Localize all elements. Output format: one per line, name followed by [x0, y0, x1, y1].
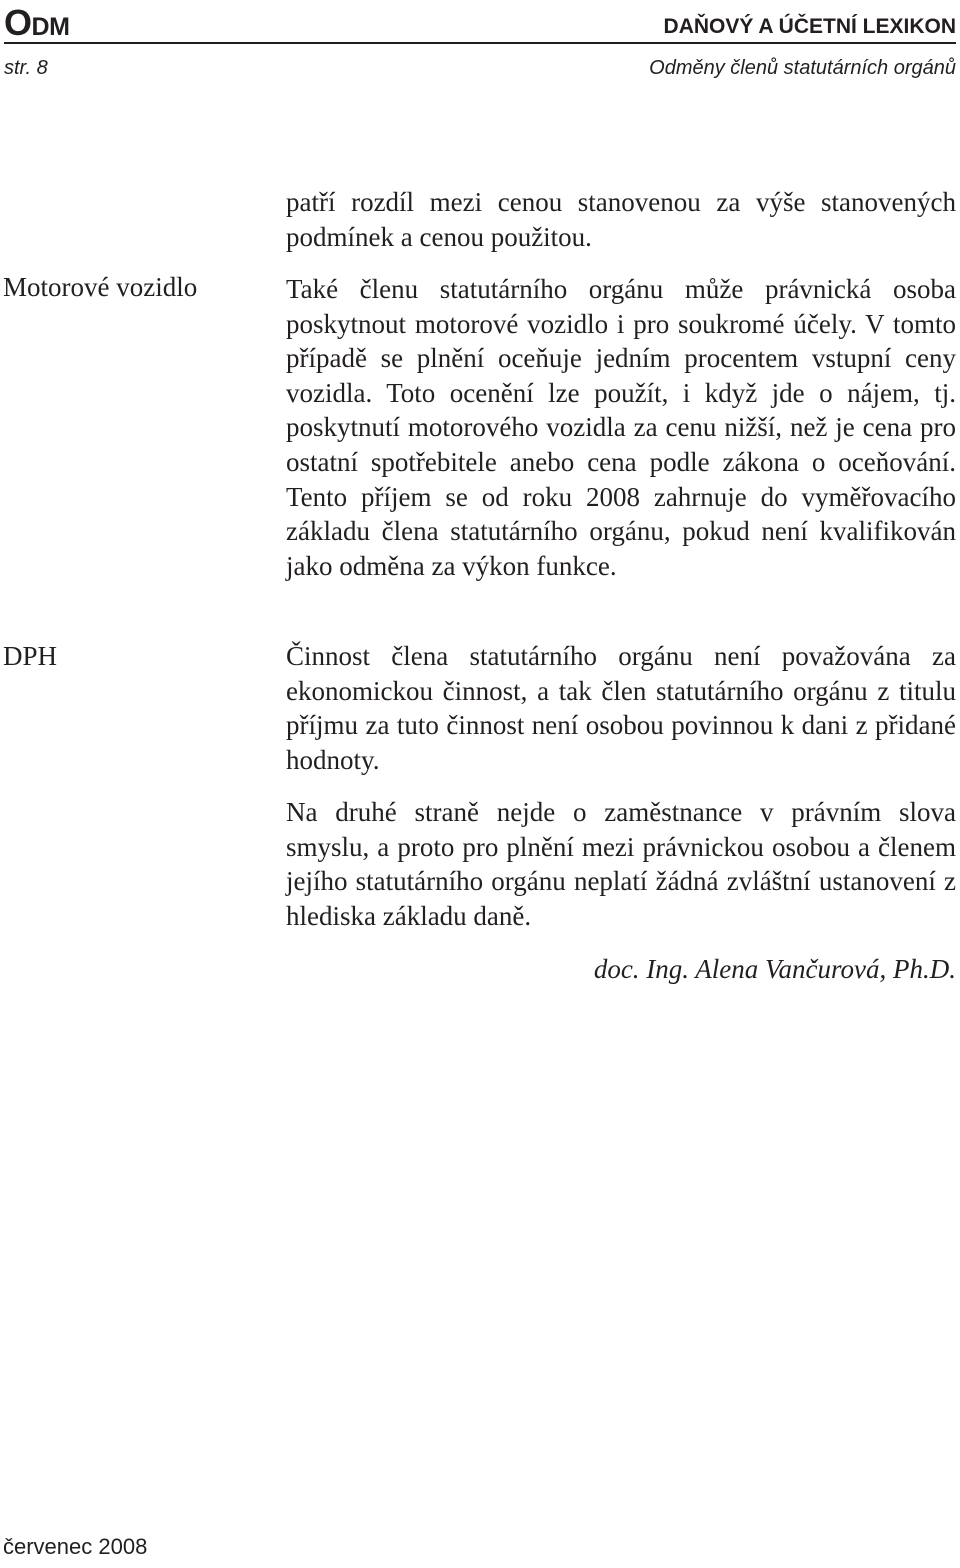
section-title: Odměny členů statutárních orgánů — [649, 57, 956, 79]
footer-date: červenec 2008 — [3, 1534, 148, 1559]
page-header — [4, 4, 956, 44]
margin-heading-vat: DPH — [3, 641, 58, 671]
margin-heading-motor-vehicle: Motorové vozidlo — [3, 272, 198, 302]
publication-title: DAŇOVÝ A ÚČETNÍ LEXIKON — [663, 15, 956, 38]
paragraph-vat-activity: Činnost člena statutárního orgánu není považována za ekonomickou činnost, a tak člen statutárního orgánu z titulu příjmu za tuto činnost není osobou povinnou k dani z přidané hodnoty. — [286, 641, 956, 775]
page-number: str. 8 — [4, 57, 48, 79]
paragraph-continuation: patří rozdíl mezi cenou stanovenou za výše stanovených podmínek a cenou použitou. — [286, 187, 956, 252]
publication-logo — [4, 2, 70, 44]
logo-initial: O — [4, 2, 32, 43]
paragraph-motor-vehicle: Také členu statutárního orgánu může právnická osoba poskytnout motorové vozidlo i pro soukromé účely. V tomto případě se plnění oceňuje jedním procentem vstupní ceny vozidla. Toto ocenění lze použít, i když jde o nájem, tj. poskytnutí motorového vozidla za cenu nižší, než je cena pro ostatní spotřebitele anebo cena podle zákona o oceňování. Tento příjem se od roku 2008 zahrnuje do vyměřovacího základu člena statutárního orgánu, pokud není kvalifikován jako odměna za výkon funkce. — [286, 274, 956, 581]
author-signature: doc. Ing. Alena Vančurová, Ph.D. — [593, 954, 956, 984]
page-subheader — [4, 54, 956, 82]
logo-rest: DM — [31, 13, 70, 41]
paragraph-vat-employee: Na druhé straně nejde o zaměstnance v právním slova smyslu, a proto pro plnění mezi právnickou osobou a členem jejího statutárního orgánu neplatí žádná zvláštní ustanovení z hlediska základu daně. — [286, 797, 956, 931]
